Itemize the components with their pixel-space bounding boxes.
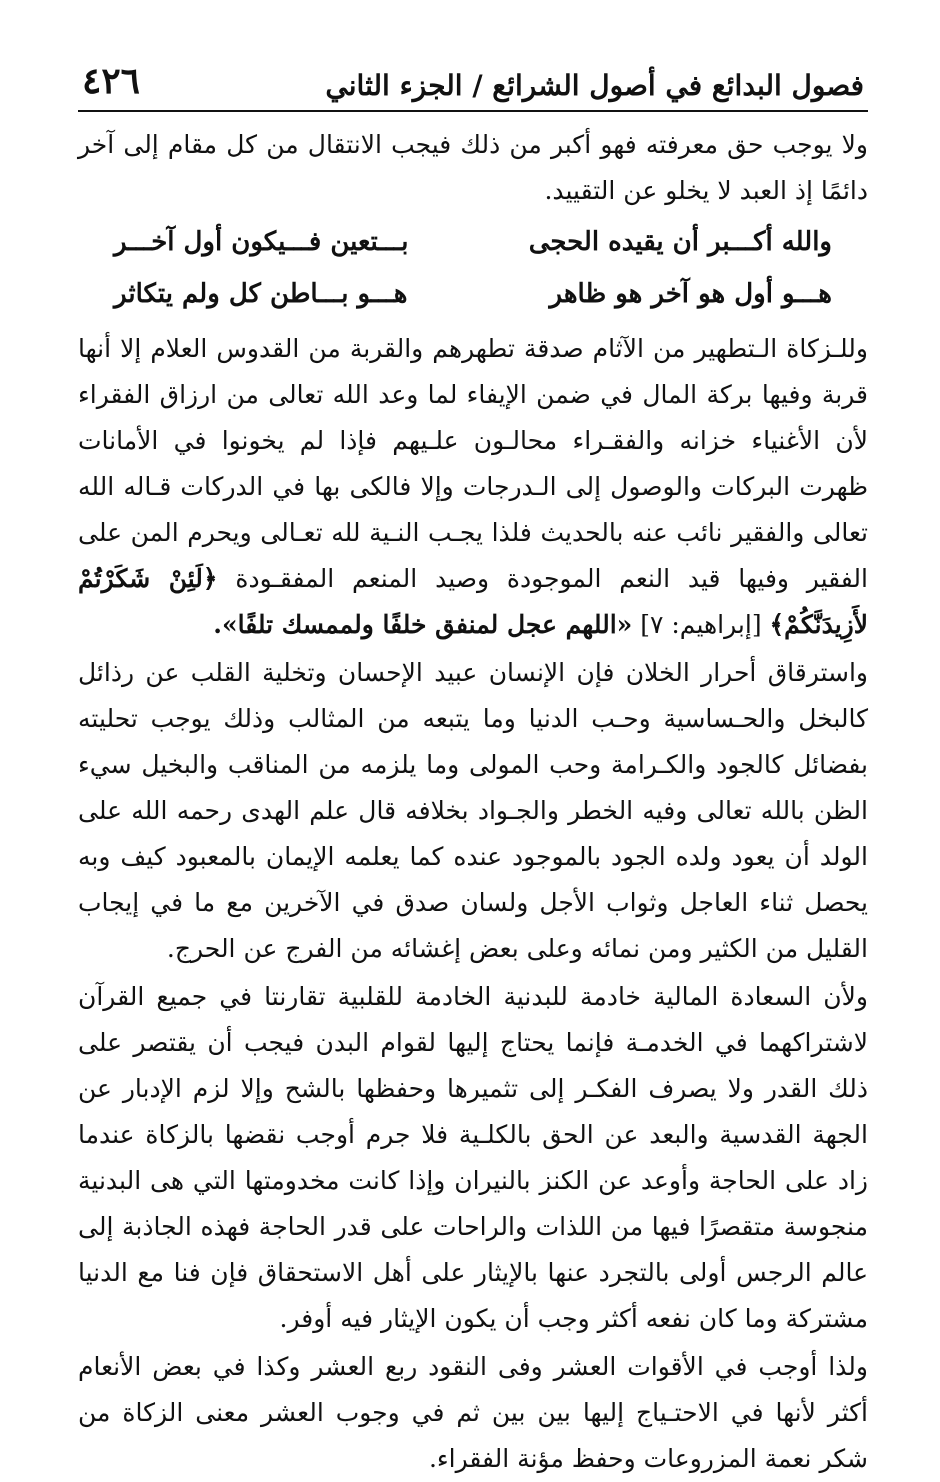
verse-line bbox=[78, 216, 868, 268]
hadith-quote: «اللهم عجل لمنفق خلفًا ولممسك تلفًا». bbox=[213, 610, 633, 639]
verse-first-hemistich: والله أكـــبر أن يقيده الحجى bbox=[528, 227, 832, 257]
book-page bbox=[78, 50, 868, 1482]
paragraph-5: ولذا أوجب في الأقوات العشر وفى النقود ربع العشر وكذا في بعض الأنعام أكثر لأنها في الاحتـياج إليها بين بين ثم في وجوب العشر معنى الزكاة من شكر نعمة المزروعات وحفظ مؤنة الفقراء. bbox=[78, 1352, 868, 1473]
page-header bbox=[78, 50, 868, 112]
paragraph-2 bbox=[78, 326, 868, 648]
page-body bbox=[78, 122, 868, 1482]
verse-first-hemistich: هـــو أول هو آخر هو ظاهر bbox=[549, 279, 832, 309]
running-title: فصول البدائع في أصول الشرائع / الجزء الثاني bbox=[325, 69, 864, 102]
quran-quote: ﴿لَئِنْ شَكَرْتُمْ لأَزِيدَنَّكُمْ﴾ bbox=[78, 564, 868, 639]
paragraph-4: ولأن السعادة المالية خادمة للبدنية الخادمة للقلبية تقارنتا في جميع القرآن لاشتراكهما في الخدمـة فإنما يحتاج إليها لقوام البدن فيجب أن يقتصر على ذلك القدر ولا يصرف الفكـر إلى تثميرها وحفظها بالشح وإلا لزم الإدبار عن الجهة القدسية والبعد عن الحق بالكلـية فلا جرم أوجب نقضها بالزكاة عندما زاد على الحاجة وأوعد عن الكنز بالنيران وإذا كانت مخدومتها التي هى البدنية منجوسة متقصرًا فيها من اللذات والراحات على قدر الحاجة فهذه الجاذبة إلى عالم الرجس أولى بالتجرد عنها بالإيثار على أهل الاستحقاق فإن فنا مع الدنيا مشتركة وما كان نفعه أكثر وجب أن يكون الإيثار فيه أوفر. bbox=[78, 982, 868, 1333]
verse-line bbox=[78, 268, 868, 320]
paragraph-3: واسترقاق أحرار الخلان فإن الإنسان عبيد الإحسان وتخلية القلب عن رذائل كالبخل والحـساسية وحـب الدنيا وما يتبعه من المثالب وذلك يوجب تحليته بفضائل كالجود والكـرامة وحب المولى وما يلزمه من المناقب والبخيل سيء الظن بالله تعالى وفيه الخطر والجـواد بخلافه قال علم الهدى رحمه الله على الولد أن يعود ولده الجود بالموجود عنده كما يعلمه الإيمان بالمعبود كيف وبه يحصل ثناء العاجل وثواب الأجل ولسان صدق في الآخرين مع ما في إيجاب القليل من الكثير ومن نمائه وعلى بعض إغشائه من الفرج عن الحرج. bbox=[78, 658, 868, 963]
verse-second-hemistich: بـــتعين فـــيكون أول آخـــر bbox=[114, 227, 409, 257]
verse-second-hemistich: هـــو بـــاطن كل ولم يتكاثر bbox=[114, 279, 408, 309]
poem-verses bbox=[78, 216, 868, 320]
paragraph-2-text: وللـزكاة الـتطهير من الآثام صدقة تطهرهم والقربة من القدوس العلام إلا أنها قربة وفيها بركة المال في ضمن الإيفاء لما وعد الله تعالى من ارزاق الفقراء لأن الأغنياء خزانه والفقـراء محالـون علـيهم فإذا لم يخونوا في الأمانات ظهرت البركات والوصول إلى الـدرجات وإلا فالكى بها في الدركات قـاله الله تعالى والفقير نائب عنه بالحديث فلذا يجـب النـية لله تعـالى ويحرم المن على الفقير وفيها قيد النعم الموجودة وصيد المنعم المفقـودة bbox=[78, 334, 868, 593]
quran-reference: [إبراهيم: ٧] bbox=[632, 610, 770, 639]
page-number: ٤٢٦ bbox=[82, 60, 141, 102]
paragraph-1: ولا يوجب حق معرفته فهو أكبر من ذلك فيجب الانتقال من كل مقام إلى آخر دائمًا إذ العبد لا يخلو عن التقييد. bbox=[78, 130, 868, 205]
